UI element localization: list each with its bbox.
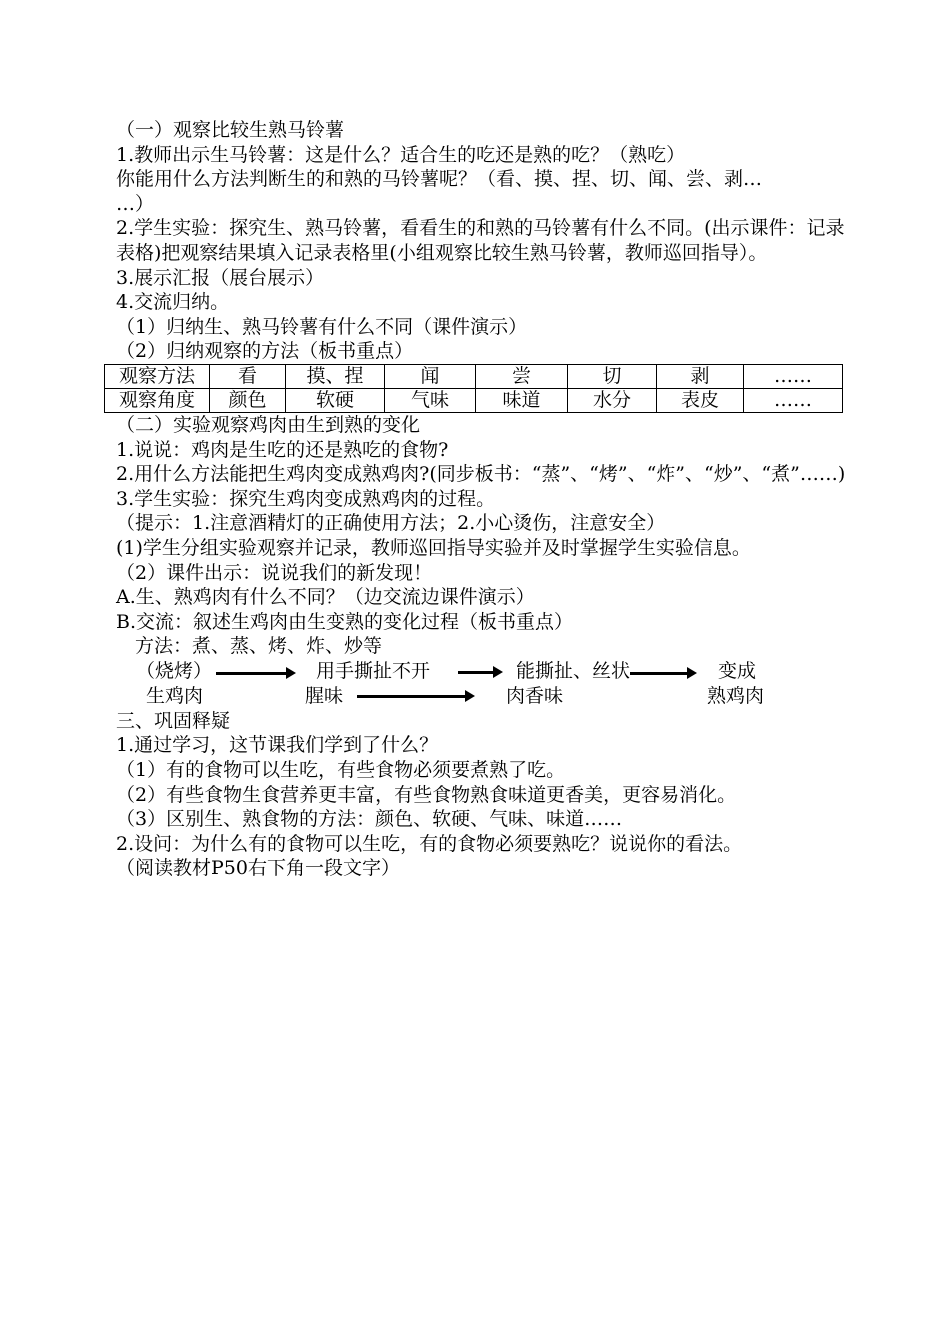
flow-text: 能撕扯、丝状 — [516, 659, 631, 682]
table-cell: 观察方法 — [105, 364, 210, 388]
table-cell: 观察角度 — [105, 388, 210, 412]
text-line: 4.交流归纳。 — [116, 291, 230, 314]
text-line: （提示：1.注意酒精灯的正确使用方法；2.小心烫伤，注意安全） — [116, 512, 666, 535]
table-cell: 颜色 — [210, 388, 286, 412]
observation-table — [104, 364, 843, 413]
table-cell: 剥 — [657, 364, 744, 388]
flow-text: 熟鸡肉 — [707, 684, 765, 707]
text-line: （1）有的食物可以生吃，有些食物必须要煮熟了吃。 — [116, 759, 566, 782]
table-cell: 表皮 — [657, 388, 744, 412]
flow-text: （烧烤） — [136, 659, 213, 682]
section-title-review: 三、巩固释疑 — [116, 709, 231, 732]
text-line: B.交流：叙述生鸡肉由生变熟的变化过程（板书重点） — [116, 610, 574, 633]
arrow-right-icon — [216, 672, 288, 675]
flow-text: 变成 — [718, 659, 757, 682]
text-line: （1）归纳生、熟马铃薯有什么不同（课件演示） — [116, 315, 528, 338]
table-cell: 软硬 — [286, 388, 385, 412]
table-row — [105, 364, 843, 388]
arrow-right-icon — [630, 672, 689, 675]
text-line: 3.学生实验：探究生鸡肉变成熟鸡肉的过程。 — [116, 487, 496, 510]
text-paragraph: 2.用什么方法能把生鸡肉变成熟鸡肉?(同步板书：“蒸”、“烤”、“炸”、“炒”、“煮”……) — [116, 463, 846, 486]
table-cell: 切 — [568, 364, 657, 388]
text-line: 1.通过学习，这节课我们学到了什么？ — [116, 734, 439, 757]
text-line: 你能用什么方法判断生的和熟的马铃薯呢？（看、摸、捏、切、闻、尝、剥… — [116, 168, 763, 191]
arrow-right-icon — [357, 695, 467, 698]
section-title-potato: （一）观察比较生熟马铃薯 — [116, 119, 345, 141]
flow-text: 生鸡肉 — [146, 684, 204, 707]
table-cell: 摸、捏 — [286, 364, 385, 388]
text-line: 3.展示汇报（展台展示） — [116, 266, 325, 289]
text-line: A.生、熟鸡肉有什么不同？（边交流边课件演示） — [116, 586, 535, 609]
table-cell: 看 — [210, 364, 286, 388]
text-line: …） — [116, 192, 155, 215]
text-line: （2）课件出示：说说我们的新发现！ — [116, 561, 433, 584]
text-paragraph: 2.学生实验：探究生、熟马铃薯，看看生的和熟的马铃薯有什么不同。(出示课件：记录表格)把观察结果填入记录表格里(小组观察比较生熟马铃薯，教师巡回指导）。 — [116, 217, 845, 264]
table-cell: …… — [744, 364, 843, 388]
flow-text: 肉香味 — [506, 684, 564, 707]
document-body — [116, 118, 851, 881]
text-line: （阅读教材P50右下角一段文字） — [116, 857, 400, 880]
text-line: （2）有些食物生食营养更丰富，有些食物熟食味道更香美，更容易消化。 — [116, 783, 737, 806]
text-line: （2）归纳观察的方法（板书重点） — [116, 340, 414, 363]
text-line: 1.说说：鸡肉是生吃的还是熟吃的食物? — [116, 438, 449, 461]
table-cell: 味道 — [476, 388, 568, 412]
text-line: 方法：煮、蒸、烤、炸、炒等 — [135, 635, 383, 658]
text-line: (1)学生分组实验观察并记录，教师巡回指导实验并及时掌握学生实验信息。 — [116, 536, 751, 559]
process-flow — [116, 659, 851, 709]
table-cell: …… — [744, 388, 843, 412]
table-cell: 尝 — [476, 364, 568, 388]
flow-text: 腥味 — [305, 684, 344, 707]
table-cell: 闻 — [385, 364, 476, 388]
table-row — [105, 388, 843, 412]
flow-text: 用手撕扯不开 — [316, 659, 431, 682]
text-line: 1.教师出示生马铃薯：这是什么？适合生的吃还是熟的吃？（熟吃） — [116, 143, 686, 166]
section-title-chicken: （二）实验观察鸡肉由生到熟的变化 — [116, 413, 421, 436]
text-line: （3）区别生、熟食物的方法：颜色、软硬、气味、味道…… — [116, 808, 623, 831]
text-line: 2.设问：为什么有的食物可以生吃，有的食物必须要熟吃？说说你的看法。 — [116, 832, 743, 855]
table-cell: 气味 — [385, 388, 476, 412]
arrow-right-icon — [458, 671, 495, 674]
table-cell: 水分 — [568, 388, 657, 412]
